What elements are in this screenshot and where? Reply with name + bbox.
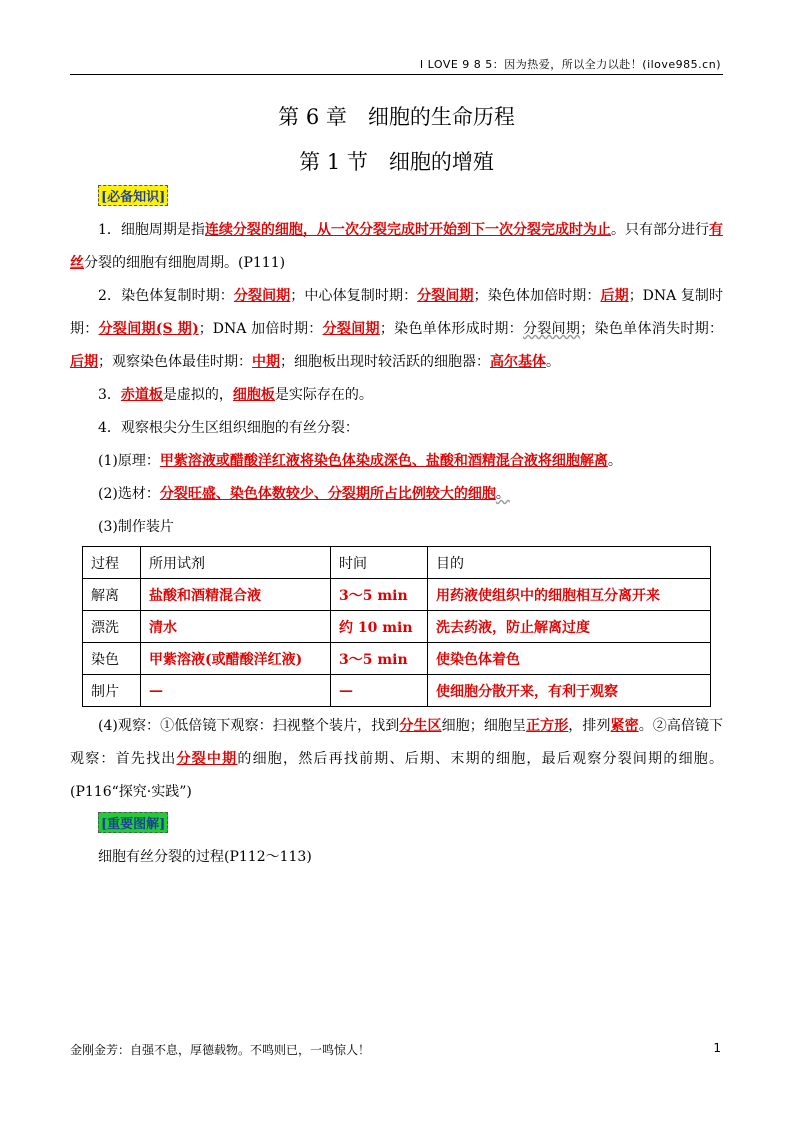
table-cell: 染色 — [83, 643, 141, 675]
key-answer: 分裂间期(S 期) — [98, 321, 199, 337]
table-header-cell: 所用试剂 — [141, 547, 331, 579]
paragraph-observation: (4)观察：①低倍镜下观察：扫视整个装片，找到分生区细胞；细胞呈正方形，排列紧密。②高倍镜下观察：首先找出分裂中期的细胞，然后再找前期、后期、末期的细胞，最后观察分裂间期的细胞。(P116“探究·实践”) — [70, 718, 724, 800]
table-cell: 使细胞分散开来，有利于观察 — [428, 675, 711, 707]
essential-knowledge-tag: [必备知识] — [98, 185, 168, 206]
important-diagram-tag: [重要图解] — [98, 812, 168, 833]
table-row — [83, 579, 711, 611]
table-cell: 盐酸和酒精混合液 — [141, 579, 331, 611]
key-answer: 分裂间期 — [417, 288, 474, 304]
key-answer: 分裂中期 — [176, 751, 238, 767]
table-cell: — — [331, 675, 428, 707]
key-answer: 分裂间期 — [233, 288, 291, 304]
key-answer: 分生区 — [399, 718, 442, 734]
key-answer: 细胞板 — [232, 387, 275, 403]
key-answer: 后期 — [600, 288, 629, 304]
paragraph-plates: 3．赤道板是虚拟的，细胞板是实际存在的。 — [98, 387, 373, 403]
diagram-tag-line — [98, 812, 723, 836]
paragraph-phases: 2．染色体复制时期：分裂间期；中心体复制时期：分裂间期；染色体加倍时期：后期；DNA 复制时期：分裂间期(S 期)；DNA 加倍时期：分裂间期；染色单体形成时期：分裂间期；染色单体消失时期：后期；观察染色体最佳时期：中期；细胞板出现时较活跃的细胞器：高尔基体。 — [70, 288, 724, 370]
table-cell: 清水 — [141, 611, 331, 643]
table-header-cell: 时间 — [331, 547, 428, 579]
key-answer: 中期 — [252, 354, 280, 370]
key-answer: 正方形 — [526, 718, 569, 734]
table-header-row — [83, 547, 711, 579]
paragraph-material: (2)选材：分裂旺盛、染色体数较少、分裂期所占比例较大的细胞。 — [98, 486, 510, 502]
paragraph-slide-making: (3)制作装片 — [98, 519, 174, 535]
page-header: I LOVE 9 8 5：因为热爱，所以全力以赴！(ilove985.cn) — [419, 58, 721, 71]
document-body — [70, 182, 723, 874]
paragraph-principle: (1)原理：甲紫溶液或醋酸洋红液将染色体染成深色、盐酸和酒精混合液将细胞解离。 — [98, 453, 622, 469]
table-cell: 制片 — [83, 675, 141, 707]
page-number: 1 — [713, 1041, 721, 1055]
table-row — [83, 675, 711, 707]
table-header-cell: 过程 — [83, 547, 141, 579]
footer-motto: 金刚金芳：自强不息，厚德载物。不鸣则已，一鸣惊人！ — [70, 1043, 371, 1057]
key-answer: 分裂间期 — [322, 321, 380, 337]
answer-wavy: 分裂间期 — [522, 321, 581, 337]
table-cell: 使染色体着色 — [428, 643, 711, 675]
table-cell: 洗去药液，防止解离过度 — [428, 611, 711, 643]
header-rule — [70, 74, 723, 75]
table-cell: 约 10 min — [331, 611, 428, 643]
chapter-title: 第 6 章 细胞的生命历程 — [278, 105, 515, 129]
key-answer: 后期 — [70, 354, 98, 370]
paragraph-cell-cycle: 1．细胞周期是指连续分裂的细胞，从一次分裂完成时开始到下一次分裂完成时为止。只有部分进行有丝分裂的细胞有细胞周期。(P111) — [70, 222, 723, 271]
table-cell: 3～5 min — [331, 579, 428, 611]
table-cell: — — [141, 675, 331, 707]
table-cell: 甲紫溶液(或醋酸洋红液) — [141, 643, 331, 675]
table-cell: 漂洗 — [83, 611, 141, 643]
key-answer: 赤道板 — [120, 387, 163, 403]
essential-knowledge-tag-line — [98, 185, 723, 209]
key-answer: 连续分裂的细胞，从一次分裂完成时开始到下一次分裂完成时为止 — [204, 222, 611, 238]
paragraph-observation-heading: 4．观察根尖分生区组织细胞的有丝分裂： — [98, 420, 359, 436]
table-row — [83, 611, 711, 643]
table-row — [83, 643, 711, 675]
table-cell: 3～5 min — [331, 643, 428, 675]
table-header-cell: 目的 — [428, 547, 711, 579]
paragraph-mitosis-process: 细胞有丝分裂的过程(P112～113) — [98, 849, 312, 865]
procedure-table — [82, 546, 711, 707]
key-answer: 紧密 — [610, 718, 639, 734]
section-title: 第 1 节 细胞的增殖 — [299, 150, 494, 174]
key-answer: 分裂旺盛、染色体数较少、分裂期所占比例较大的细胞 — [159, 486, 496, 502]
key-answer: 有丝 — [70, 222, 723, 271]
table-cell: 用药液使组织中的细胞相互分离开来 — [428, 579, 711, 611]
key-answer: 甲紫溶液或醋酸洋红液将染色体染成深色、盐酸和酒精混合液将细胞解离 — [159, 453, 608, 469]
table-cell: 解离 — [83, 579, 141, 611]
key-answer: 高尔基体 — [490, 354, 546, 370]
